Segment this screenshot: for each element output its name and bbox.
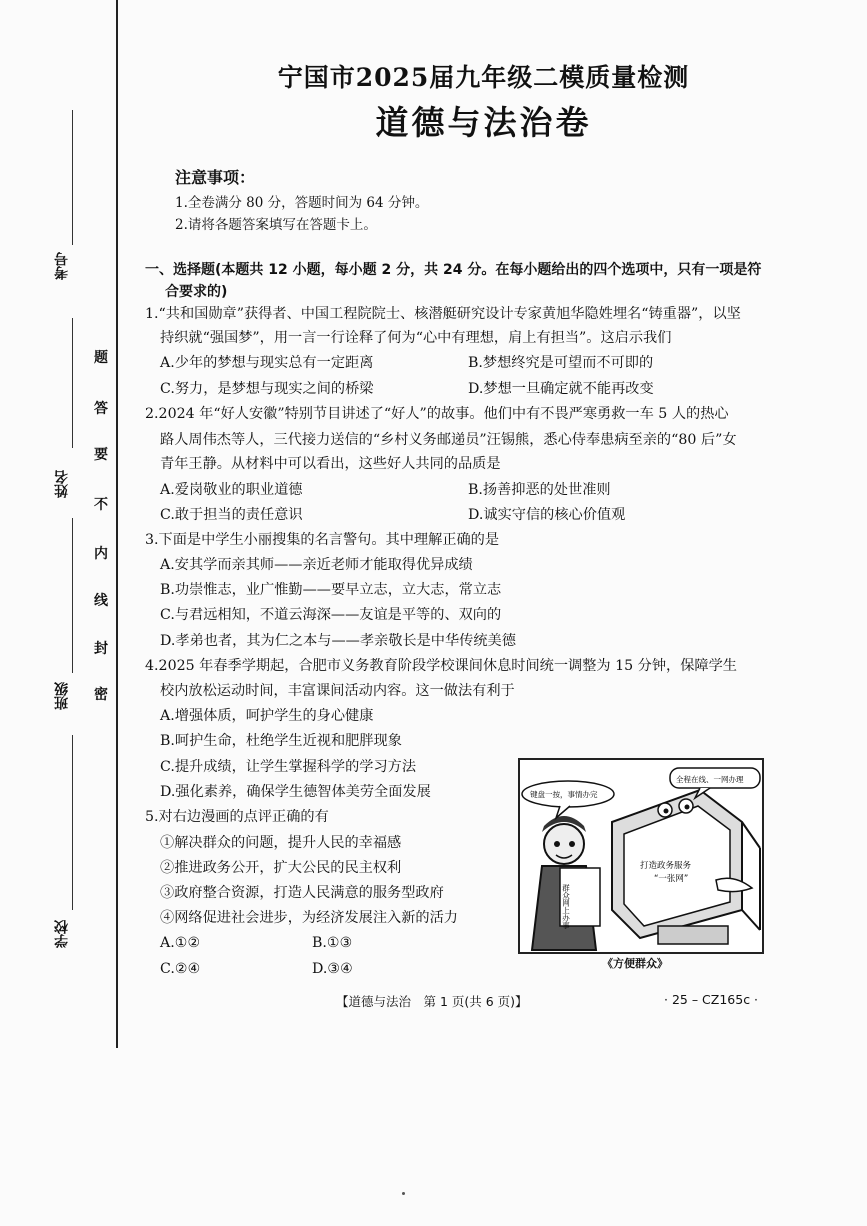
question-4-option-b: B.呵护生命，杜绝学生近视和肥胖现象 [160,733,402,749]
question-5-option-a: A.①② [160,935,201,951]
hand-shape [716,878,752,891]
margin-line [72,318,73,448]
comic-illustration [518,758,764,954]
question-2-stem: 2.2024 年“好人安徽”特别节目讲述了“好人”的故事。他们中有不畏严寒勇救一车 5 人的热心 [145,406,729,422]
question-5-option-b: B.①③ [312,935,353,951]
seal-char: 密 [94,687,108,703]
seal-char: 线 [94,593,108,609]
page-code: · 25 – CZ165c · [664,992,759,1007]
margin-line [72,518,73,673]
seal-char: 不 [94,497,108,513]
question-2-option-d: D.诚实守信的核心价值观 [468,507,626,523]
question-3-option-c: C.与君远相知，不道云海深——友谊是平等的、双向的 [160,607,502,623]
question-4-option-c: C.提升成绩，让学生掌握科学的学习方法 [160,759,417,775]
comic-drawing [520,760,764,954]
question-1-option-d: D.梦想一旦确定就不能再改变 [468,381,654,397]
screen-text-2: “一张网” [654,874,689,884]
question-2-stem: 青年王静。从材料中可以看出，这些好人共同的品质是 [160,456,501,472]
question-2-option-a: A.爱岗敬业的职业道德 [160,482,303,498]
question-4-stem: 4.2025 年春季学期起，合肥市义务教育阶段学校课间休息时间统一调整为 15 分钟，保障学生 [145,658,737,674]
notice-item: 1.全卷满分 80 分，答题时间为 64 分钟。 [175,195,429,211]
question-5-statement: ②推进政务公开，扩大公民的民主权利 [160,860,402,876]
seal-char: 答 [94,401,108,417]
seal-char: 封 [94,641,108,657]
question-3-stem: 3.下面是中学生小丽搜集的名言警句。其中理解正确的是 [145,532,500,548]
question-2-stem: 路人周伟杰等人，三代接力送信的“乡村义务邮递员”汪锡熊，悉心侍奉患病至亲的“80 后”女 [160,432,737,448]
section-heading: 一、选择题(本题共 12 小题，每小题 2 分，共 24 分。在每小题给出的四个选项中，只有一项是符 [145,262,762,278]
binding-margin-rule [116,0,118,1048]
page-footer: 【道德与法治 第 1 页(共 6 页)】 [336,994,528,1009]
question-3-option-b: B.功崇惟志，业广惟勤——要早立志，立大志，常立志 [160,582,502,598]
question-5-stem: 5.对右边漫画的点评正确的有 [145,809,329,825]
notice-heading: 注意事项： [175,168,256,187]
bubble-left-text: 键盘一按，事情办完 [530,790,598,799]
question-4-option-a: A.增强体质，呵护学生的身心健康 [160,708,374,724]
field-class: 班级 [54,682,70,710]
seal-char: 题 [94,350,108,366]
margin-line [72,735,73,910]
screen-text: 打造政务服务 [640,861,692,871]
question-2-option-c: C.敢于担当的责任意识 [160,507,303,523]
seal-char: 内 [94,546,108,562]
field-school: 学校 [54,920,70,948]
scan-dot [402,1192,405,1195]
question-5-statement: ③政府整合资源，打造人民满意的服务型政府 [160,885,444,901]
comic-caption: 《方便群众》 [602,957,668,970]
question-5-option-c: C.②④ [160,961,201,977]
question-1-option-c: C.努力，是梦想与现实之间的桥梁 [160,381,374,397]
question-3-option-a: A.安其学而亲其师——亲近老师才能取得优异成绩 [160,557,473,573]
question-4-stem: 校内放松运动时间，丰富课间活动内容。这一做法有利于 [160,683,515,699]
bubble-right-text: 全程在线、一网办理 [676,775,744,784]
question-1-option-b: B.梦想终究是可望而不可即的 [468,355,654,371]
exam-subject: 道德与法治卷 [375,103,592,142]
question-2-option-b: B.扬善抑恶的处世准则 [468,482,611,498]
section-heading-cont: 合要求的) [165,284,228,300]
question-3-option-d: D.孝弟也者，其为仁之本与——孝亲敬长是中华传统美德 [160,633,516,649]
question-5-statement: ①解决群众的问题，提升人民的幸福感 [160,835,402,851]
sign-text: 群众网上办事 [561,884,571,929]
question-1-option-a: A.少年的梦想与现实总有一定距离 [160,355,374,371]
question-1-stem: 持织就“强国梦”，用一言一行诠释了何为“心中有理想，肩上有担当”。这启示我们 [160,330,672,346]
seal-char: 要 [94,447,108,463]
question-5-statement: ④网络促进社会进步，为经济发展注入新的活力 [160,910,458,926]
question-5-option-d: D.③④ [312,961,353,977]
exam-title: 宁国市2025届九年级二模质量检测 [277,63,690,92]
question-4-option-d: D.强化素养，确保学生德智体美劳全面发展 [160,784,431,800]
field-name: 姓名 [54,470,70,498]
notice-item: 2.请将各题答案填写在答题卡上。 [175,217,377,233]
field-exam-number: 考号 [54,252,70,280]
question-1-stem: 1.“共和国勋章”获得者、中国工程院院士、核潜艇研究设计专家黄旭华隐姓埋名“铸重器”，以坚 [145,306,741,322]
cartoon-person [532,816,600,950]
